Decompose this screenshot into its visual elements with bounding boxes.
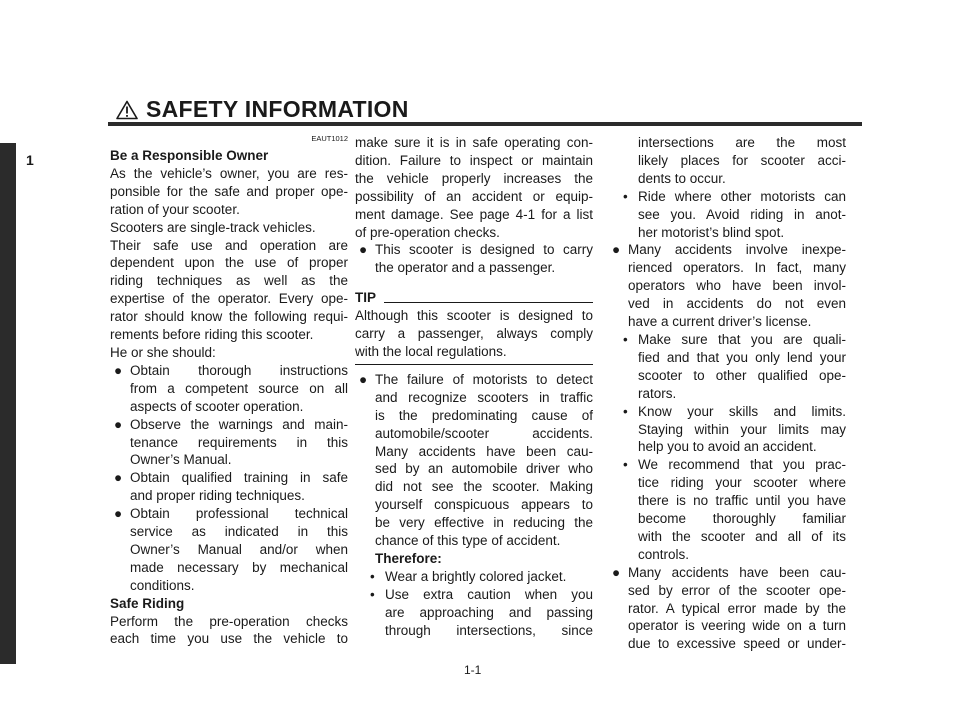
bullet-small-icon: •: [370, 568, 375, 584]
text-line: [110, 451, 348, 469]
bullet-small-icon: •: [623, 331, 628, 347]
text-line: [110, 147, 348, 165]
text-line: [110, 541, 348, 559]
text-line: [355, 478, 593, 496]
line-text: be very effective in reducing the: [375, 515, 593, 531]
text-line: [110, 165, 348, 183]
text-line: [110, 219, 348, 237]
tip-end-rule: [355, 364, 593, 365]
text-line: [608, 385, 846, 403]
bullet-dot-icon: ●: [114, 470, 123, 486]
line-text: carry a passenger, always comply: [355, 326, 593, 342]
line-text: rator should know the following requi-: [110, 309, 348, 325]
chapter-tab: [0, 143, 16, 664]
line-text: rators.: [638, 385, 677, 401]
bullet-small-icon: •: [623, 457, 628, 473]
line-text: tice riding your scooter where: [638, 475, 846, 491]
text-line: [608, 492, 846, 510]
text-line: [110, 134, 348, 147]
line-text: rienced operators. In fact, many: [628, 260, 846, 276]
column-2: [355, 134, 593, 639]
line-text: Therefore:: [375, 550, 442, 566]
column-3: [608, 134, 846, 653]
line-text: Staying within your limits may: [638, 421, 846, 437]
line-text: aspects of scooter operation.: [130, 398, 304, 414]
text-line: [110, 595, 348, 613]
line-text: rements before riding this scooter.: [110, 327, 314, 343]
bullet-dot-icon: ●: [114, 362, 123, 378]
line-text: have a current driver’s license.: [628, 314, 812, 330]
line-text: chance of this type of accident.: [375, 533, 561, 549]
line-text: conditions.: [130, 577, 195, 593]
line-text: Ride where other motorists can: [638, 188, 846, 204]
text-line: [355, 460, 593, 478]
list-item-line: [110, 469, 348, 487]
line-text: rator. A typical error made by the: [628, 600, 846, 616]
line-text: ment damage. See page 4-1 for a list: [355, 206, 593, 222]
line-text: did not see the scooter. Making: [375, 479, 593, 495]
text-line: [355, 343, 593, 361]
column-2-intro: [355, 134, 593, 277]
section-title: SAFETY INFORMATION: [146, 96, 409, 122]
line-text: service as indicated in this: [130, 524, 348, 540]
bullet-small-icon: •: [623, 188, 628, 204]
text-line: [608, 438, 846, 456]
line-text: with the local regulations.: [355, 343, 507, 359]
text-line: [355, 389, 593, 407]
line-text: Although this scooter is designed to: [355, 308, 593, 324]
text-line: [608, 367, 846, 385]
text-line: [110, 237, 348, 255]
text-line: [608, 224, 846, 242]
list-item-line: [355, 568, 593, 586]
text-line: [110, 344, 348, 362]
line-text: each time you use the vehicle to: [110, 631, 348, 647]
warning-triangle-icon: [116, 100, 138, 120]
line-text: due to excessive speed or under-: [628, 636, 846, 652]
column-2-body: [355, 371, 593, 640]
line-text: and proper riding techniques.: [130, 488, 305, 504]
line-text: Many accidents have been cau-: [375, 443, 593, 459]
line-text: yourself conspicuous appears to: [375, 497, 593, 513]
line-text: controls.: [638, 546, 690, 562]
text-line: [110, 290, 348, 308]
text-line: [608, 349, 846, 367]
bullet-dot-icon: ●: [612, 242, 621, 258]
line-text: and recognize scooters in traffic: [375, 389, 593, 405]
line-text: fied and that you only lend your: [638, 349, 846, 365]
text-line: [355, 206, 593, 224]
line-text: intersections are the most: [638, 135, 846, 150]
line-text: dependent upon the use of proper: [110, 255, 348, 271]
line-text: from a competent source on all: [130, 380, 348, 396]
text-line: [110, 308, 348, 326]
line-text: As the vehicle’s owner, you are res-: [110, 165, 348, 181]
line-text: Perform the pre-operation checks: [110, 613, 348, 629]
line-text: Many accidents have been cau-: [628, 564, 846, 580]
line-text: of pre-operation checks.: [355, 224, 500, 240]
text-line: [355, 496, 593, 514]
text-line: [608, 635, 846, 653]
tip-body: [355, 307, 593, 361]
line-text: ved in accidents do not even: [628, 296, 846, 312]
text-line: [355, 152, 593, 170]
line-text: sed by error of the scooter ope-: [628, 582, 846, 598]
line-text: Obtain professional technical: [130, 506, 348, 522]
line-text: Owner’s Manual and/or when: [130, 541, 348, 557]
tip-label: TIP: [355, 290, 377, 306]
line-text: Be a Responsible Owner: [110, 148, 269, 163]
list-item-line: [110, 505, 348, 523]
line-text: The failure of motorists to detect: [375, 371, 593, 387]
line-text: possibility of an accident or equip-: [355, 188, 593, 204]
text-line: [608, 277, 846, 295]
line-text: Safe Riding: [110, 595, 185, 611]
line-text: He or she should:: [110, 344, 216, 360]
line-text: automobile/scooter accidents.: [375, 425, 593, 441]
line-text: ration of your scooter.: [110, 201, 240, 217]
line-text: dents to occur.: [638, 170, 726, 186]
line-text: Owner’s Manual.: [130, 452, 232, 468]
text-line: [355, 407, 593, 425]
line-text: help you to avoid an accident.: [638, 439, 817, 455]
text-line: [110, 326, 348, 344]
text-line: [355, 224, 593, 242]
line-text: Make sure that you are quali-: [638, 331, 846, 347]
line-text: through intersections, since: [385, 622, 593, 638]
line-text: made necessary by mechanical: [130, 559, 348, 575]
text-line: [608, 152, 846, 170]
header-rule: [108, 122, 862, 126]
text-line: [355, 550, 593, 568]
text-line: [608, 206, 846, 224]
bullet-dot-icon: ●: [359, 371, 368, 387]
line-text: expertise of the operator. Every ope-: [110, 291, 348, 307]
list-item-line: [355, 586, 593, 604]
line-text: riding techniques as well as the: [110, 273, 348, 289]
line-text: ponsible for the safe and proper ope-: [110, 183, 348, 199]
text-line: [355, 307, 593, 325]
text-line: [608, 582, 846, 600]
text-line: [355, 325, 593, 343]
text-line: [110, 434, 348, 452]
text-line: [608, 421, 846, 439]
line-text: Observe the warnings and main-: [130, 416, 348, 432]
bullet-small-icon: •: [370, 586, 375, 602]
line-text: EAUT1012: [311, 134, 348, 143]
text-line: [608, 510, 846, 528]
text-line: [608, 259, 846, 277]
line-text: the operator and a passenger.: [375, 260, 556, 276]
line-text: make sure it is in safe operating con-: [355, 135, 593, 150]
line-text: Obtain thorough instructions: [130, 362, 348, 378]
list-item-line: [608, 456, 846, 474]
list-item-line: [110, 362, 348, 380]
line-text: become thoroughly familiar: [638, 511, 846, 527]
text-line: [355, 443, 593, 461]
bullet-dot-icon: ●: [612, 564, 621, 580]
text-line: [110, 201, 348, 219]
line-text: Wear a brightly colored jacket.: [385, 568, 567, 584]
line-text: Their safe use and operation are: [110, 237, 348, 253]
text-line: [608, 313, 846, 331]
list-item-line: [355, 241, 593, 259]
line-text: with the scooter and all of its: [638, 528, 846, 544]
text-line: [355, 188, 593, 206]
text-line: [110, 183, 348, 201]
text-line: [110, 398, 348, 416]
text-line: [355, 259, 593, 277]
text-line: [608, 295, 846, 313]
line-text: is the predominating cause of: [375, 407, 593, 423]
column-1: [110, 134, 348, 648]
text-line: [355, 622, 593, 640]
text-line: [355, 134, 593, 152]
page-number: 1-1: [464, 663, 482, 677]
line-text: operator is veering wide on a turn: [628, 618, 846, 634]
line-text: We recommend that you prac-: [638, 457, 846, 473]
bullet-dot-icon: ●: [114, 506, 123, 522]
text-line: [110, 487, 348, 505]
line-text: there is no traffic until you have: [638, 493, 846, 509]
text-line: [355, 425, 593, 443]
text-line: [608, 134, 846, 152]
text-line: [355, 604, 593, 622]
text-line: [608, 170, 846, 188]
line-text: are approaching and passing: [385, 604, 593, 620]
line-text: sed by an automobile driver who: [375, 461, 593, 477]
text-line: [355, 514, 593, 532]
line-text: the vehicle properly increases the: [355, 170, 593, 186]
text-line: [110, 630, 348, 648]
bullet-small-icon: •: [623, 403, 628, 419]
line-text: dition. Failure to inspect or maintain: [355, 152, 593, 168]
text-line: [110, 559, 348, 577]
text-line: [110, 577, 348, 595]
line-text: her motorist’s blind spot.: [638, 224, 785, 240]
text-line: [110, 613, 348, 631]
line-text: scooter to other qualified ope-: [638, 367, 846, 383]
text-line: [608, 546, 846, 564]
text-line: [608, 617, 846, 635]
line-text: Obtain qualified training in safe: [130, 470, 348, 486]
text-line: [110, 254, 348, 272]
text-line: [110, 523, 348, 541]
line-text: likely places for scooter acci-: [638, 152, 846, 168]
list-item-line: [608, 403, 846, 421]
line-text: see you. Avoid riding in anot-: [638, 206, 846, 222]
list-item-line: [355, 371, 593, 389]
text-line: [355, 532, 593, 550]
line-text: operators who have been invol-: [628, 278, 846, 294]
line-text: This scooter is designed to carry: [375, 242, 593, 258]
text-line: [110, 380, 348, 398]
line-text: Use extra caution when you: [385, 586, 593, 602]
list-item-line: [110, 416, 348, 434]
line-text: Know your skills and limits.: [638, 403, 846, 419]
line-text: Scooters are single-track vehicles.: [110, 219, 316, 235]
bullet-dot-icon: ●: [114, 416, 123, 432]
list-item-line: [608, 241, 846, 259]
text-line: [608, 528, 846, 546]
text-line: [355, 170, 593, 188]
line-text: tenance requirements in this: [130, 434, 348, 450]
chapter-number: 1: [26, 152, 34, 168]
line-text: Many accidents involve inexpe-: [628, 242, 846, 258]
text-line: [110, 272, 348, 290]
list-item-line: [608, 331, 846, 349]
list-item-line: [608, 188, 846, 206]
list-item-line: [608, 564, 846, 582]
text-line: [608, 474, 846, 492]
tip-header: [355, 289, 593, 307]
tip-rule: [384, 302, 593, 303]
text-line: [608, 600, 846, 618]
section-header: [116, 96, 409, 123]
bullet-dot-icon: ●: [359, 242, 368, 258]
